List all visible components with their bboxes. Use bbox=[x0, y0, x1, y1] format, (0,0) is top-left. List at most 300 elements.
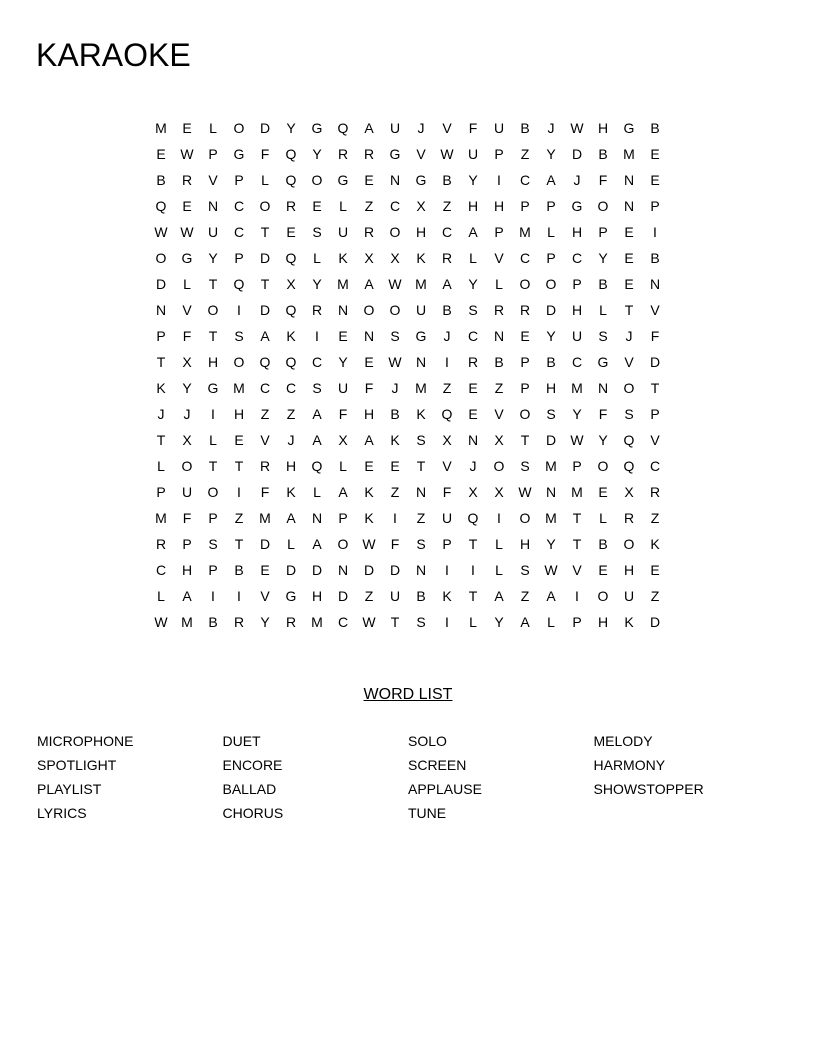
grid-cell: K bbox=[364, 484, 374, 500]
word-list-item: PLAYLIST bbox=[37, 781, 102, 797]
grid-cell: Q bbox=[467, 510, 479, 526]
grid-cell: F bbox=[598, 172, 608, 188]
grid-cell: L bbox=[495, 276, 503, 292]
word-list-item: MICROPHONE bbox=[37, 733, 134, 749]
grid-cell: H bbox=[363, 406, 375, 422]
grid-cell: B bbox=[442, 172, 452, 188]
grid-cell: B bbox=[442, 302, 452, 318]
grid-cell: W bbox=[154, 614, 168, 630]
grid-cell: N bbox=[545, 484, 557, 500]
grid-cell: O bbox=[181, 458, 193, 474]
grid-cell: B bbox=[650, 120, 660, 136]
grid-cell: T bbox=[260, 276, 270, 292]
grid-cell: O bbox=[233, 354, 245, 370]
grid-cell: M bbox=[181, 614, 193, 630]
grid-cell: A bbox=[182, 588, 192, 604]
grid-cell: I bbox=[237, 302, 241, 318]
grid-cell: L bbox=[209, 432, 217, 448]
grid-cell: A bbox=[364, 120, 374, 136]
grid-cell: O bbox=[259, 198, 271, 214]
grid-cell: H bbox=[493, 198, 505, 214]
grid-cell: S bbox=[468, 302, 478, 318]
grid-cell: P bbox=[494, 146, 504, 162]
grid-cell: C bbox=[311, 354, 323, 370]
grid-cell: F bbox=[182, 328, 192, 344]
grid-cell: S bbox=[624, 406, 634, 422]
grid-cell: D bbox=[285, 562, 297, 578]
grid-cell: P bbox=[338, 510, 348, 526]
grid-cell: G bbox=[389, 146, 401, 162]
word-list-item: CHORUS bbox=[222, 805, 284, 821]
grid-cell: C bbox=[155, 562, 167, 578]
grid-cell: W bbox=[362, 614, 376, 630]
grid-cell: P bbox=[546, 198, 556, 214]
grid-cell: P bbox=[208, 146, 218, 162]
grid-cell: O bbox=[623, 536, 635, 552]
grid-cell: H bbox=[233, 406, 245, 422]
grid-cell: W bbox=[570, 120, 584, 136]
grid-cell: S bbox=[416, 614, 426, 630]
grid-cell: P bbox=[520, 198, 530, 214]
grid-cell: Y bbox=[260, 614, 270, 630]
grid-cell: R bbox=[493, 302, 505, 318]
grid-cell: P bbox=[520, 380, 530, 396]
word-list-item: DUET bbox=[222, 733, 261, 749]
grid-cell: S bbox=[312, 380, 322, 396]
grid-cell: S bbox=[416, 432, 426, 448]
grid-cell: K bbox=[650, 536, 660, 552]
grid-cell: Z bbox=[364, 588, 374, 604]
grid-cell: A bbox=[468, 224, 478, 240]
grid-cell: F bbox=[442, 484, 452, 500]
grid-cell: V bbox=[494, 406, 504, 422]
grid-cell: Q bbox=[311, 458, 323, 474]
grid-cell: U bbox=[207, 224, 219, 240]
grid-cell: I bbox=[445, 614, 449, 630]
grid-cell: V bbox=[208, 172, 218, 188]
grid-cell: R bbox=[181, 172, 193, 188]
grid-cell: I bbox=[315, 328, 319, 344]
grid-cell: Y bbox=[286, 120, 296, 136]
grid-cell: U bbox=[389, 120, 401, 136]
grid-cell: G bbox=[181, 250, 193, 266]
grid-cell: L bbox=[209, 120, 217, 136]
grid-cell: D bbox=[389, 562, 401, 578]
grid-cell: W bbox=[388, 276, 402, 292]
grid-cell: T bbox=[156, 432, 166, 448]
grid-cell: L bbox=[313, 484, 321, 500]
grid-cell: S bbox=[390, 328, 400, 344]
grid-cell: T bbox=[572, 510, 582, 526]
grid-cell: C bbox=[285, 380, 297, 396]
grid-cell: R bbox=[155, 536, 167, 552]
grid-cell: H bbox=[571, 224, 583, 240]
grid-cell: O bbox=[519, 510, 531, 526]
word-list-item: APPLAUSE bbox=[408, 781, 482, 797]
grid-cell: B bbox=[208, 614, 218, 630]
grid-cell: N bbox=[597, 380, 609, 396]
grid-cell: Q bbox=[259, 354, 271, 370]
grid-cell: L bbox=[313, 250, 321, 266]
grid-cell: V bbox=[416, 146, 426, 162]
grid-cell: R bbox=[467, 354, 479, 370]
grid-cell: N bbox=[623, 198, 635, 214]
grid-cell: Z bbox=[260, 406, 270, 422]
grid-cell: X bbox=[494, 484, 504, 500]
grid-cell: G bbox=[571, 198, 583, 214]
grid-cell: X bbox=[468, 484, 478, 500]
grid-cell: B bbox=[520, 120, 530, 136]
grid-cell: O bbox=[623, 380, 635, 396]
grid-cell: H bbox=[623, 562, 635, 578]
grid-cell: I bbox=[237, 588, 241, 604]
grid-cell: A bbox=[546, 588, 556, 604]
grid-cell: P bbox=[156, 328, 166, 344]
grid-cell: Q bbox=[155, 198, 167, 214]
grid-cell: S bbox=[598, 328, 608, 344]
grid-cell: X bbox=[442, 432, 452, 448]
grid-cell: O bbox=[389, 224, 401, 240]
grid-cell: I bbox=[237, 484, 241, 500]
grid-cell: F bbox=[364, 380, 374, 396]
grid-cell: U bbox=[467, 146, 479, 162]
grid-cell: M bbox=[155, 120, 167, 136]
grid-cell: V bbox=[260, 432, 270, 448]
grid-cell: M bbox=[311, 614, 323, 630]
grid-cell: L bbox=[495, 536, 503, 552]
grid-cell: M bbox=[545, 510, 557, 526]
grid-cell: K bbox=[156, 380, 166, 396]
grid-cell: R bbox=[285, 614, 297, 630]
grid-cell: V bbox=[260, 588, 270, 604]
grid-cell: T bbox=[260, 224, 270, 240]
grid-cell: S bbox=[416, 536, 426, 552]
grid-cell: B bbox=[598, 536, 608, 552]
grid-cell: A bbox=[338, 484, 348, 500]
grid-cell: F bbox=[260, 484, 270, 500]
grid-cell: J bbox=[469, 458, 477, 474]
grid-cell: A bbox=[364, 432, 374, 448]
grid-cell: M bbox=[415, 380, 427, 396]
grid-cell: O bbox=[519, 276, 531, 292]
grid-cell: U bbox=[337, 224, 349, 240]
grid-cell: W bbox=[154, 224, 168, 240]
grid-cell: N bbox=[363, 328, 375, 344]
grid-cell: E bbox=[364, 354, 374, 370]
grid-cell: I bbox=[211, 406, 215, 422]
grid-cell: Q bbox=[623, 458, 635, 474]
grid-cell: E bbox=[650, 172, 660, 188]
grid-cell: Y bbox=[546, 328, 556, 344]
grid-cell: L bbox=[547, 224, 555, 240]
grid-cell: X bbox=[182, 432, 192, 448]
grid-cell: P bbox=[650, 406, 660, 422]
grid-cell: Y bbox=[598, 432, 608, 448]
grid-cell: H bbox=[311, 588, 323, 604]
grid-cell: S bbox=[520, 562, 530, 578]
grid-cell: F bbox=[650, 328, 660, 344]
grid-cell: Z bbox=[520, 146, 530, 162]
grid-cell: Z bbox=[390, 484, 400, 500]
grid-cell: L bbox=[599, 302, 607, 318]
grid-cell: W bbox=[362, 536, 376, 552]
grid-cell: D bbox=[571, 146, 583, 162]
grid-cell: F bbox=[338, 406, 348, 422]
grid-cell: H bbox=[467, 198, 479, 214]
grid-cell: J bbox=[547, 120, 555, 136]
word-list-item: LYRICS bbox=[37, 805, 87, 821]
grid-cell: P bbox=[442, 536, 452, 552]
word-list-item: TUNE bbox=[408, 805, 447, 821]
grid-cell: X bbox=[286, 276, 296, 292]
grid-cell: L bbox=[287, 536, 295, 552]
grid-cell: V bbox=[624, 354, 634, 370]
grid-cell: H bbox=[545, 380, 557, 396]
grid-cell: Y bbox=[468, 276, 478, 292]
word-list-item: SPOTLIGHT bbox=[37, 757, 117, 773]
grid-cell: W bbox=[180, 146, 194, 162]
grid-cell: S bbox=[208, 536, 218, 552]
grid-cell: C bbox=[233, 224, 245, 240]
grid-cell: R bbox=[233, 614, 245, 630]
grid-cell: N bbox=[415, 484, 427, 500]
grid-cell: Y bbox=[494, 614, 504, 630]
grid-cell: V bbox=[442, 458, 452, 474]
grid-cell: Q bbox=[441, 406, 453, 422]
grid-cell: N bbox=[493, 328, 505, 344]
grid-cell: R bbox=[441, 250, 453, 266]
grid-cell: Z bbox=[520, 588, 530, 604]
grid-cell: O bbox=[155, 250, 167, 266]
grid-cell: I bbox=[471, 562, 475, 578]
grid-cell: T bbox=[572, 536, 582, 552]
grid-cell: U bbox=[181, 484, 193, 500]
grid-cell: B bbox=[598, 146, 608, 162]
grid-cell: Z bbox=[494, 380, 504, 396]
grid-cell: O bbox=[337, 536, 349, 552]
grid-cell: I bbox=[445, 562, 449, 578]
grid-cell: K bbox=[390, 432, 400, 448]
grid-cell: R bbox=[363, 224, 375, 240]
grid-cell: L bbox=[469, 250, 477, 266]
grid-cell: P bbox=[572, 458, 582, 474]
grid-cell: L bbox=[495, 562, 503, 578]
grid-cell: L bbox=[469, 614, 477, 630]
grid-cell: Z bbox=[650, 510, 660, 526]
grid-cell: Z bbox=[442, 198, 452, 214]
grid-cell: L bbox=[183, 276, 191, 292]
grid-cell: D bbox=[337, 588, 349, 604]
grid-cell: N bbox=[467, 432, 479, 448]
grid-cell: N bbox=[415, 354, 427, 370]
grid-cell: Z bbox=[234, 510, 244, 526]
grid-cell: D bbox=[545, 432, 557, 448]
grid-cell: Q bbox=[337, 120, 349, 136]
grid-cell: P bbox=[598, 224, 608, 240]
grid-cell: T bbox=[520, 432, 530, 448]
grid-cell: H bbox=[415, 224, 427, 240]
grid-cell: E bbox=[260, 562, 270, 578]
grid-cell: T bbox=[208, 458, 218, 474]
grid-cell: H bbox=[519, 536, 531, 552]
grid-cell: X bbox=[624, 484, 634, 500]
grid-cell: U bbox=[337, 380, 349, 396]
word-list-item: HARMONY bbox=[593, 757, 666, 773]
grid-cell: Z bbox=[442, 380, 452, 396]
grid-cell: O bbox=[207, 302, 219, 318]
grid-cell: E bbox=[468, 406, 478, 422]
grid-cell: B bbox=[156, 172, 166, 188]
grid-cell: J bbox=[157, 406, 165, 422]
grid-cell: O bbox=[311, 172, 323, 188]
grid-cell: G bbox=[285, 588, 297, 604]
grid-cell: Q bbox=[285, 302, 297, 318]
grid-cell: D bbox=[363, 562, 375, 578]
grid-cell: T bbox=[624, 302, 634, 318]
grid-cell: Q bbox=[623, 432, 635, 448]
grid-cell: L bbox=[261, 172, 269, 188]
grid-cell: Y bbox=[546, 536, 556, 552]
grid-cell: L bbox=[599, 510, 607, 526]
grid-cell: N bbox=[415, 562, 427, 578]
grid-cell: Q bbox=[285, 250, 297, 266]
grid-cell: E bbox=[156, 146, 166, 162]
grid-cell: S bbox=[546, 406, 556, 422]
grid-cell: E bbox=[312, 198, 322, 214]
grid-cell: E bbox=[390, 458, 400, 474]
grid-cell: N bbox=[207, 198, 219, 214]
grid-cell: I bbox=[445, 354, 449, 370]
grid-cell: C bbox=[571, 354, 583, 370]
page-title: KARAOKE bbox=[36, 37, 191, 73]
grid-cell: N bbox=[155, 302, 167, 318]
grid-cell: O bbox=[597, 458, 609, 474]
grid-cell: B bbox=[494, 354, 504, 370]
grid-cell: P bbox=[208, 562, 218, 578]
grid-cell: K bbox=[364, 510, 374, 526]
grid-cell: K bbox=[442, 588, 452, 604]
grid-cell: P bbox=[650, 198, 660, 214]
grid-cell: M bbox=[571, 380, 583, 396]
grid-cell: M bbox=[571, 484, 583, 500]
grid-cell: F bbox=[260, 146, 270, 162]
grid-cell: M bbox=[233, 380, 245, 396]
grid-cell: T bbox=[468, 536, 478, 552]
grid-cell: C bbox=[337, 614, 349, 630]
grid-cell: V bbox=[442, 120, 452, 136]
grid-cell: K bbox=[338, 250, 348, 266]
grid-cell: C bbox=[519, 172, 531, 188]
grid-cell: Z bbox=[364, 198, 374, 214]
grid-cell: R bbox=[311, 302, 323, 318]
grid-cell: H bbox=[571, 302, 583, 318]
grid-cell: N bbox=[623, 172, 635, 188]
grid-cell: J bbox=[183, 406, 191, 422]
grid-cell: E bbox=[624, 224, 634, 240]
grid-cell: D bbox=[649, 614, 661, 630]
word-list-item: ENCORE bbox=[222, 757, 283, 773]
grid-cell: N bbox=[311, 510, 323, 526]
grid-cell: K bbox=[416, 250, 426, 266]
grid-cell: E bbox=[234, 432, 244, 448]
grid-cell: P bbox=[572, 614, 582, 630]
grid-cell: M bbox=[623, 146, 635, 162]
word-search-grid bbox=[148, 115, 668, 635]
grid-cell: E bbox=[598, 562, 608, 578]
grid-cell: U bbox=[623, 588, 635, 604]
word-list-item: SHOWSTOPPER bbox=[593, 781, 704, 797]
grid-cell: A bbox=[286, 510, 296, 526]
grid-cell: Q bbox=[285, 146, 297, 162]
grid-cell: A bbox=[364, 276, 374, 292]
grid-cell: R bbox=[623, 510, 635, 526]
grid-cell: P bbox=[520, 354, 530, 370]
grid-cell: T bbox=[208, 328, 218, 344]
grid-cell: H bbox=[181, 562, 193, 578]
grid-cell: C bbox=[649, 458, 661, 474]
word-list-heading: WORD LIST bbox=[363, 686, 453, 703]
grid-cell: Q bbox=[285, 172, 297, 188]
grid-cell: G bbox=[623, 120, 635, 136]
grid-cell: C bbox=[441, 224, 453, 240]
grid-cell: W bbox=[544, 562, 558, 578]
grid-cell: E bbox=[650, 146, 660, 162]
grid-cell: M bbox=[519, 224, 531, 240]
grid-cell: V bbox=[494, 250, 504, 266]
grid-cell: R bbox=[519, 302, 531, 318]
grid-cell: O bbox=[597, 588, 609, 604]
grid-cell: G bbox=[415, 328, 427, 344]
grid-cell: G bbox=[415, 172, 427, 188]
grid-cell: I bbox=[653, 224, 657, 240]
grid-cell: E bbox=[624, 250, 634, 266]
word-list bbox=[37, 730, 779, 826]
grid-cell: C bbox=[467, 328, 479, 344]
grid-cell: G bbox=[233, 146, 245, 162]
grid-cell: Y bbox=[312, 276, 322, 292]
grid-cell: L bbox=[157, 458, 165, 474]
grid-cell: B bbox=[390, 406, 400, 422]
grid-cell: E bbox=[598, 484, 608, 500]
grid-cell: A bbox=[260, 328, 270, 344]
grid-cell: W bbox=[518, 484, 532, 500]
grid-cell: T bbox=[390, 614, 400, 630]
grid-cell: G bbox=[207, 380, 219, 396]
grid-cell: U bbox=[441, 510, 453, 526]
grid-cell: P bbox=[208, 510, 218, 526]
grid-cell: X bbox=[364, 250, 374, 266]
grid-cell: N bbox=[649, 276, 661, 292]
grid-cell: O bbox=[207, 484, 219, 500]
grid-cell: S bbox=[520, 458, 530, 474]
grid-cell: E bbox=[338, 328, 348, 344]
grid-cell: P bbox=[182, 536, 192, 552]
grid-cell: S bbox=[312, 224, 322, 240]
grid-cell: Z bbox=[286, 406, 296, 422]
grid-cell: D bbox=[311, 562, 323, 578]
grid-cell: O bbox=[389, 302, 401, 318]
grid-cell: Z bbox=[416, 510, 426, 526]
grid-cell: A bbox=[312, 406, 322, 422]
grid-cell: A bbox=[546, 172, 556, 188]
grid-cell: H bbox=[285, 458, 297, 474]
grid-cell: E bbox=[182, 198, 192, 214]
grid-cell: Y bbox=[182, 380, 192, 396]
grid-cell: F bbox=[390, 536, 400, 552]
grid-cell: S bbox=[234, 328, 244, 344]
word-list-item: SCREEN bbox=[408, 757, 467, 773]
grid-cell: R bbox=[363, 146, 375, 162]
